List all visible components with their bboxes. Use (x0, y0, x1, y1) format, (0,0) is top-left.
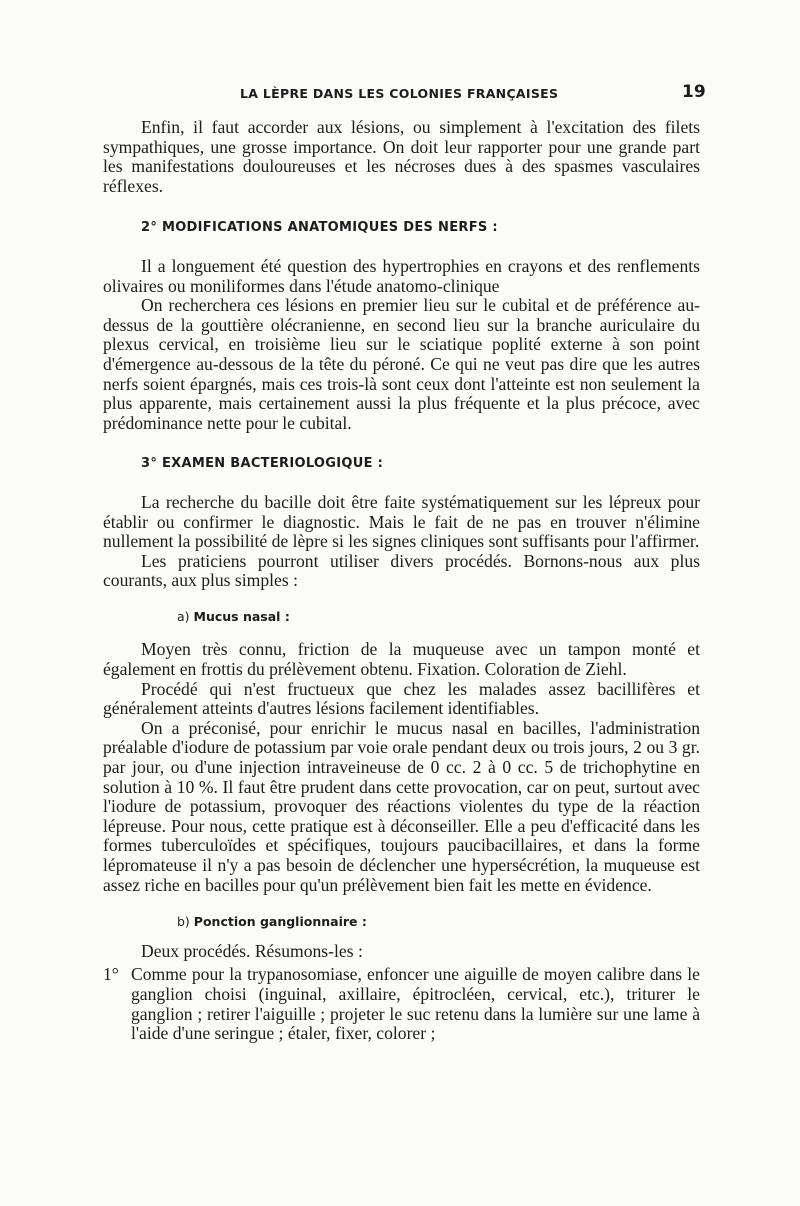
item-text: Comme pour la trypanosomiase, enfoncer une aiguille de moyen calibre dans le ganglion choisi (inguinal, axillaire, épitrocléen, cervical, etc.), triturer le ganglion ; retirer l'aiguille ; projeter le suc retenu dans la lumière sur une lame à l'aide d'une seringue ; étaler, fixer, colorer ; (131, 964, 700, 1044)
section-heading: 3° EXAMEN BACTERIOLOGIQUE : (141, 456, 384, 472)
subsection-title: Ponction ganglionnaire : (193, 914, 367, 930)
paragraph: On recherchera ces lésions en premier lieu sur le cubital et de préférence au-dessus de la gouttière olécranienne, en second lieu sur la branche auriculaire du plexus cervical, en troisième lieu sur le sciatique poplité externe à son point d'émergence au-dessous de la tête du péroné. Ce qui ne veut pas dire que les autres nerfs soient épargnés, mais ces trois-là sont ceux dont l'atteinte est non seulement la plus apparente, mais certainement aussi la plus fréquente et la plus précoce, avec prédominance nette pour le cubital. (103, 295, 700, 433)
numbered-item (103, 965, 700, 1043)
paragraph: On a préconisé, pour enrichir le mucus nasal en bacilles, l'administration préalable d'iodure de potassium par voie orale pendant deux ou trois jours, 2 ou 3 gr. par jour, ou d'une injection intraveineuse de 0 cc. 2 à 0 cc. 5 de trichophytine en solution à 10 %. Il faut être prudent dans cette provocation, car on peut, surtout avec l'iodure de potassium, provoquer des réactions violentes du type de la réaction lépreuse. Pour nous, cette pratique est à déconseiller. Elle a peu d'efficacité dans les formes tuberculoïdes et spécifiques, toujours paucibacillaires, et dans la forme lépromateuse il n'y a pas besoin de déclencher une hypersécrétion, la muqueuse est assez riche en bacilles pour qu'un prélèvement bien fait les mette en évidence. (103, 717, 700, 895)
body-text (103, 118, 700, 1044)
paragraph: Enfin, il faut accorder aux lésions, ou simplement à l'excitation des filets sympathiques, une grosse importance. On doit leur rapporter pour une grande part les manifestations douloureuses et les nécroses dues à des spasmes vasculaires réflexes. (103, 117, 700, 196)
subsection-title: Mucus nasal : (193, 608, 290, 624)
paragraph: Il a longuement été question des hypertrophies en crayons et des renflements olivaires ou moniliformes dans l'étude anatomo-clinique (103, 255, 700, 296)
item-number: 1° (103, 964, 119, 985)
paragraph: Les praticiens pourront utiliser divers procédés. Bornons-nous aux plus courants, aux plus simples : (103, 550, 700, 591)
subsection-letter: a) (177, 608, 190, 624)
subsection-heading (103, 607, 700, 627)
paragraph: Procédé qui n'est fructueux que chez les malades assez bacillifères et généralement atteints d'autres lésions facilement identifiables. (103, 678, 700, 719)
section-heading: 2° MODIFICATIONS ANATOMIQUES DES NERFS : (141, 220, 498, 236)
page-number: 19 (682, 82, 706, 102)
paragraph: Moyen très connu, friction de la muqueuse avec un tampon monté et également en frottis du prélèvement obtenu. Fixation. Coloration de Ziehl. (103, 639, 700, 680)
paragraph: Deux procédés. Résumons-les : (141, 940, 363, 961)
subsection-heading (103, 912, 700, 932)
paragraph: La recherche du bacille doit être faite systématiquement sur les lépreux pour établir ou confirmer le diagnostic. Mais le fait de ne pas en trouver n'élimine nullement la possibilité de lèpre si les signes cliniques sont suffisants pour l'affirmer. (103, 491, 700, 552)
running-title: LA LÈPRE DANS LES COLONIES FRANÇAISES (240, 86, 559, 101)
subsection-letter: b) (177, 914, 190, 930)
